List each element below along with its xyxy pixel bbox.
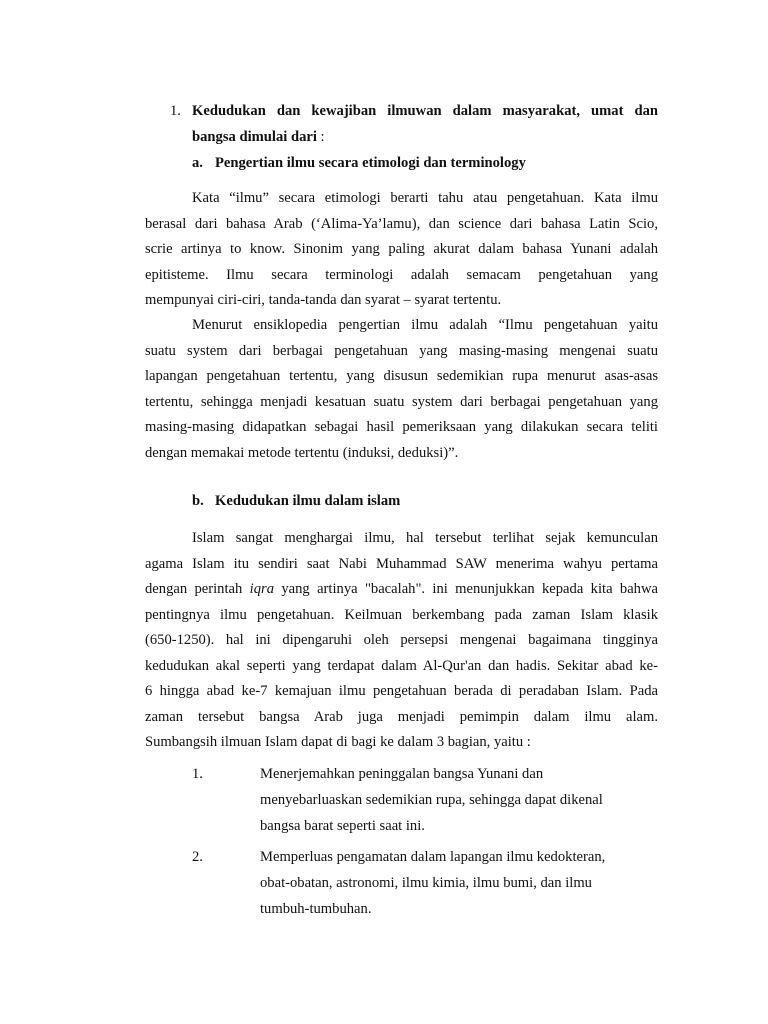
section-title-line-1: Kedudukan dan kewajiban ilmuwan dalam masyarakat, umat dan <box>192 103 658 119</box>
list-item-line: Menerjemahkan peninggalan bangsa Yunani dan <box>260 766 544 782</box>
section-title-line-2-rest: : <box>316 129 325 145</box>
subsection-b-letter: b. <box>192 493 204 509</box>
paragraph-line: 6 hingga abad ke-7 kemajuan ilmu pengetahuan berada di peradaban Islam. Pada <box>145 683 658 699</box>
paragraph-line: scrie artinya to know. Sinonim yang paling akurat dalam bahasa Yunani adalah <box>145 241 658 257</box>
subsection-a-heading <box>192 150 526 176</box>
paragraph-line-text: dengan perintah <box>145 581 250 597</box>
paragraph-line: mempunyai ciri-ciri, tanda-tanda dan syarat – syarat tertentu. <box>145 292 502 308</box>
paragraph-line: zaman tersebut bangsa Arab juga menjadi pemimpin dalam ilmu alam. <box>145 708 658 725</box>
paragraph-line: (650-1250). hal ini dipengaruhi oleh persepsi mengenai bagaimana tingginya <box>145 632 658 648</box>
subsection-a-letter: a. <box>192 155 203 171</box>
paragraph-line: agama Islam itu sendiri saat Nabi Muhammad SAW menerima wahyu pertama <box>145 555 658 572</box>
section-number: 1. <box>170 103 181 119</box>
paragraph-line: lapangan pengetahuan tertentu, yang disusun sedemikian rupa menurut asas-asas <box>145 368 658 384</box>
list-item-line: bangsa barat seperti saat ini. <box>260 818 425 834</box>
list-item <box>260 844 660 922</box>
subsection-b-paragraph <box>145 526 658 756</box>
subsection-a-paragraph-2 <box>145 313 658 466</box>
paragraph-line <box>145 186 658 212</box>
paragraph-line: masing-masing didapatkan sebagai hasil pemeriksaan yang dilakukan secara teliti <box>145 419 658 435</box>
list-item-number: 1. <box>192 766 203 782</box>
list-item-line: menyebarluaskan sedemikian rupa, sehingga dapat dikenal <box>260 792 603 808</box>
paragraph-line: tertentu, sehingga menjadi kesatuan suatu system dari berbagai pengetahuan yang <box>145 393 658 410</box>
paragraph-line-text: Kata “ilmu” secara etimologi berarti tahu atau pengetahuan. Kata ilmu <box>192 190 658 206</box>
list-item-line: tumbuh-tumbuhan. <box>260 901 372 917</box>
paragraph-line-text: Menurut ensiklopedia pengertian ilmu adalah “Ilmu pengetahuan yaitu <box>192 317 658 333</box>
list-item <box>260 761 660 839</box>
paragraph-line <box>145 577 658 603</box>
paragraph-line <box>145 526 658 552</box>
section-title <box>192 98 658 150</box>
subsection-a-paragraph-1 <box>145 186 658 314</box>
paragraph-line: suatu system dari berbagai pengetahuan yang masing-masing mengenai suatu <box>145 342 658 359</box>
paragraph-line: kedudukan akal seperti yang terdapat dalam Al-Qur'an dan hadis. Sekitar abad ke- <box>145 657 658 674</box>
section-title-line-2 <box>192 124 658 150</box>
subsection-b-heading <box>192 488 400 514</box>
italic-term: iqra <box>249 581 274 597</box>
paragraph-line-text: Islam sangat menghargai ilmu, hal tersebut terlihat sejak kemunculan <box>192 530 658 546</box>
subsection-b-title: Kedudukan ilmu dalam islam <box>215 493 401 509</box>
list-item-number: 2. <box>192 849 203 865</box>
list-item-line: Memperluas pengamatan dalam lapangan ilmu kedokteran, <box>260 849 606 865</box>
paragraph-line: berasal dari bahasa Arab (‘Alima-Ya’lamu), dan science dari bahasa Latin Scio, <box>145 215 658 232</box>
paragraph-line <box>145 313 658 339</box>
paragraph-line-text: yang artinya "bacalah". ini menunjukkan kepada kita bahwa <box>274 581 658 597</box>
section-title-line-2-bold: bangsa dimulai dari <box>192 129 317 145</box>
list-item-line: obat-obatan, astronomi, ilmu kimia, ilmu bumi, dan ilmu <box>260 875 592 891</box>
paragraph-line: epitisteme. Ilmu secara terminologi adalah semacam pengetahuan yang <box>145 266 658 283</box>
paragraph-line: pentingnya ilmu pengetahuan. Keilmuan berkembang pada zaman Islam klasik <box>145 606 658 623</box>
subsection-a-title: Pengertian ilmu secara etimologi dan terminology <box>215 155 526 171</box>
paragraph-line: dengan memakai metode tertentu (induksi, deduksi)”. <box>145 444 459 461</box>
paragraph-line: Sumbangsih ilmuan Islam dapat di bagi ke dalam 3 bagian, yaitu : <box>145 734 531 750</box>
